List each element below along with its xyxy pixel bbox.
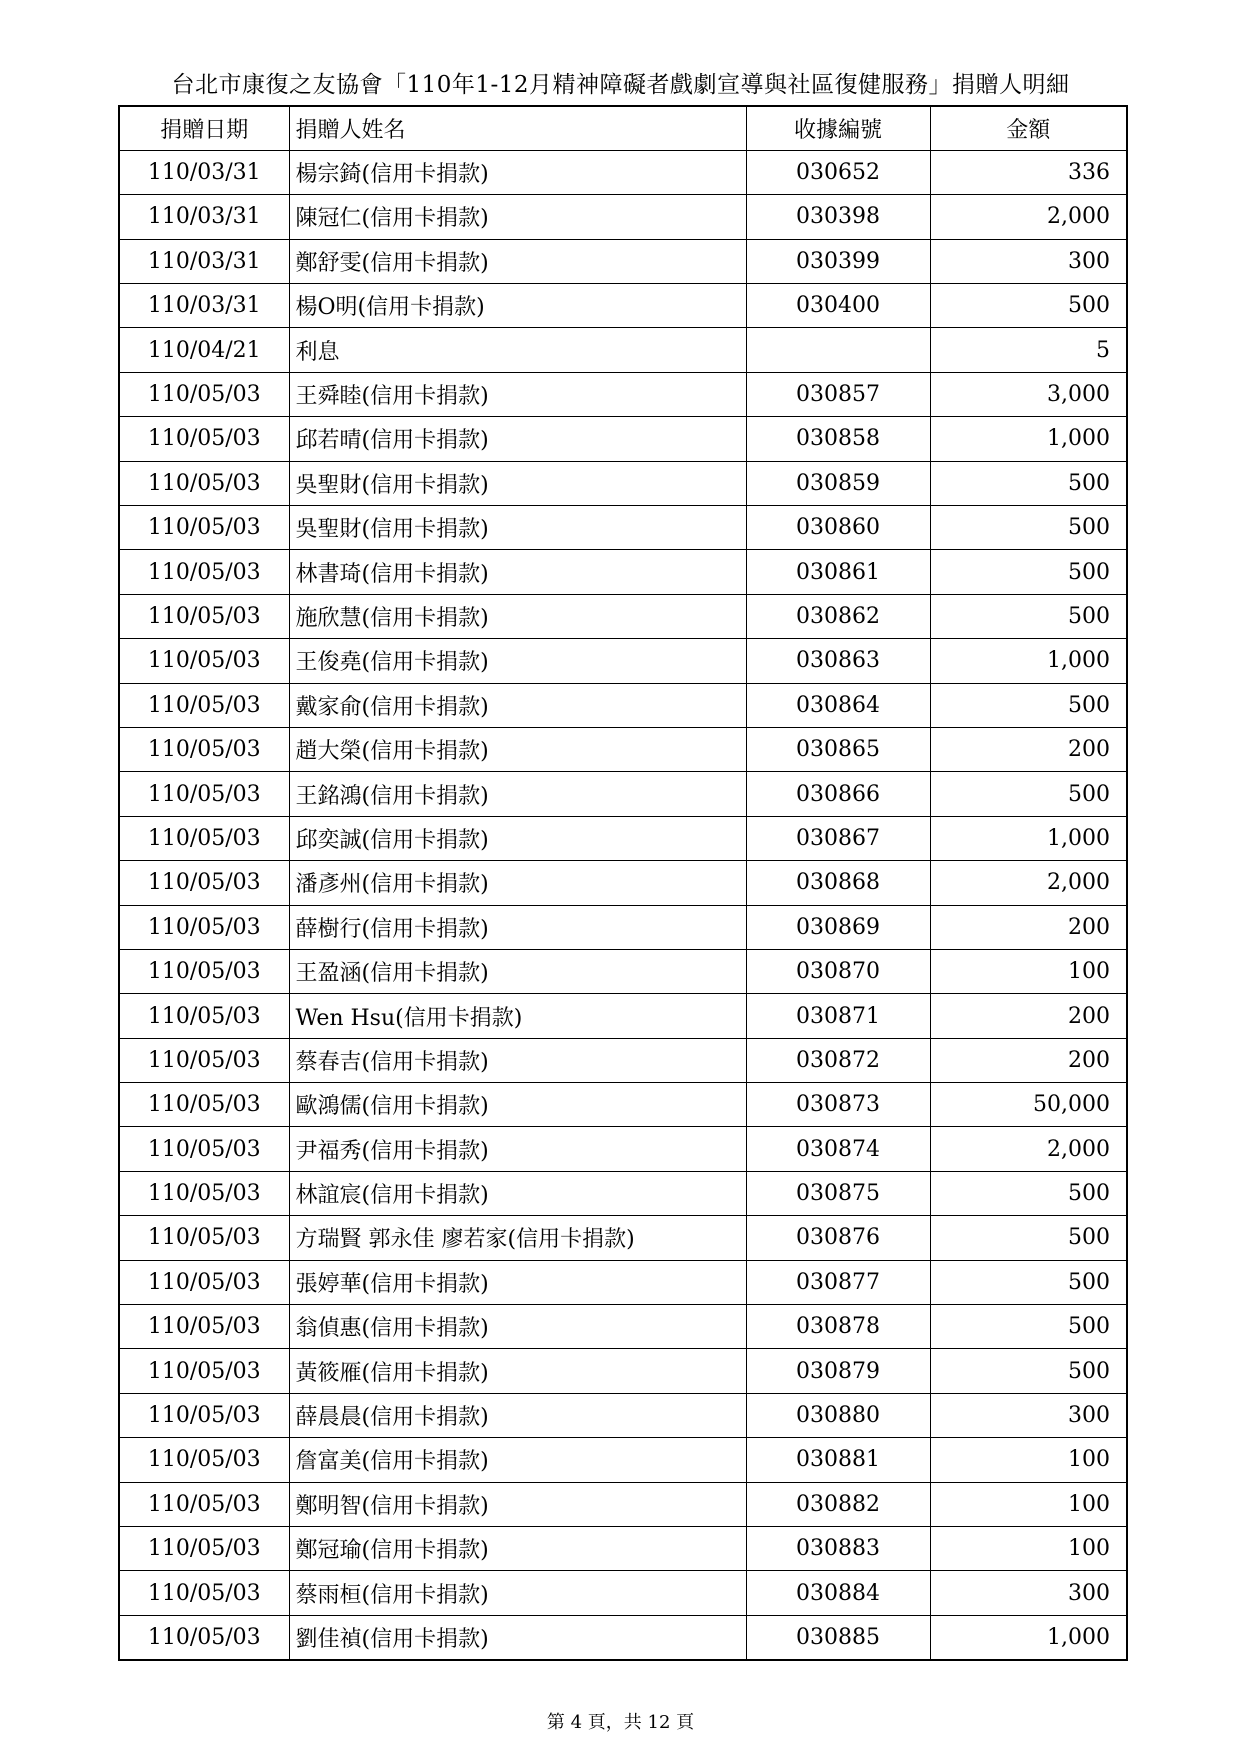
cell-date: 110/05/03: [119, 1260, 289, 1304]
cell-donor-name: 詹富美(信用卡捐款): [289, 1438, 746, 1482]
table-row: [119, 461, 1127, 505]
cell-receipt-number: 030857: [746, 372, 930, 416]
cell-donor-name: 施欣慧(信用卡捐款): [289, 594, 746, 638]
cell-receipt-number: 030864: [746, 683, 930, 727]
cell-receipt-number: 030398: [746, 195, 930, 239]
cell-date: 110/05/03: [119, 1171, 289, 1215]
cell-amount: 500: [930, 1305, 1127, 1349]
cell-amount: 50,000: [930, 1083, 1127, 1127]
cell-date: 110/04/21: [119, 328, 289, 372]
table-row: [119, 639, 1127, 683]
cell-donor-name: 蔡春吉(信用卡捐款): [289, 1038, 746, 1082]
header-receipt: 收據編號: [746, 106, 930, 150]
cell-amount: 500: [930, 1216, 1127, 1260]
cell-date: 110/05/03: [119, 372, 289, 416]
cell-donor-name: 楊O明(信用卡捐款): [289, 284, 746, 328]
cell-date: 110/05/03: [119, 506, 289, 550]
cell-donor-name: 潘彥州(信用卡捐款): [289, 861, 746, 905]
cell-amount: 200: [930, 905, 1127, 949]
cell-amount: 100: [930, 1527, 1127, 1571]
table-row: [119, 1482, 1127, 1526]
cell-amount: 500: [930, 1171, 1127, 1215]
cell-amount: 500: [930, 772, 1127, 816]
table-row: [119, 1349, 1127, 1393]
table-row: [119, 1216, 1127, 1260]
cell-date: 110/05/03: [119, 861, 289, 905]
cell-date: 110/05/03: [119, 1083, 289, 1127]
table-header-row: [119, 106, 1127, 150]
cell-donor-name: 方瑞賢 郭永佳 廖若家(信用卡捐款): [289, 1216, 746, 1260]
cell-donor-name: 趙大榮(信用卡捐款): [289, 727, 746, 771]
cell-date: 110/05/03: [119, 550, 289, 594]
cell-amount: 1,000: [930, 816, 1127, 860]
cell-donor-name: 鄭冠瑜(信用卡捐款): [289, 1527, 746, 1571]
table-row: [119, 1438, 1127, 1482]
cell-donor-name: 吳聖財(信用卡捐款): [289, 506, 746, 550]
table-row: [119, 772, 1127, 816]
table-row: [119, 195, 1127, 239]
cell-donor-name: 楊宗錡(信用卡捐款): [289, 150, 746, 194]
cell-donor-name: 林書琦(信用卡捐款): [289, 550, 746, 594]
cell-amount: 2,000: [930, 861, 1127, 905]
cell-amount: 300: [930, 1571, 1127, 1615]
cell-receipt-number: 030866: [746, 772, 930, 816]
cell-amount: 100: [930, 1482, 1127, 1526]
table-row: [119, 417, 1127, 461]
table-row: [119, 1571, 1127, 1615]
cell-receipt-number: 030399: [746, 239, 930, 283]
cell-amount: 500: [930, 284, 1127, 328]
cell-amount: 1,000: [930, 639, 1127, 683]
cell-amount: 200: [930, 1038, 1127, 1082]
cell-receipt-number: 030861: [746, 550, 930, 594]
cell-amount: 200: [930, 994, 1127, 1038]
table-row: [119, 1305, 1127, 1349]
cell-receipt-number: 030885: [746, 1615, 930, 1659]
cell-donor-name: 薛樹行(信用卡捐款): [289, 905, 746, 949]
cell-date: 110/05/03: [119, 727, 289, 771]
table-row: [119, 1083, 1127, 1127]
cell-date: 110/05/03: [119, 772, 289, 816]
table-row: [119, 683, 1127, 727]
cell-amount: 100: [930, 949, 1127, 993]
table-row: [119, 594, 1127, 638]
cell-receipt-number: 030871: [746, 994, 930, 1038]
table-row: [119, 727, 1127, 771]
cell-donor-name: 翁偵惠(信用卡捐款): [289, 1305, 746, 1349]
cell-donor-name: 劉佳禎(信用卡捐款): [289, 1615, 746, 1659]
cell-receipt-number: 030877: [746, 1260, 930, 1304]
cell-date: 110/05/03: [119, 816, 289, 860]
cell-donor-name: 吳聖財(信用卡捐款): [289, 461, 746, 505]
table-row: [119, 994, 1127, 1038]
table-row: [119, 1393, 1127, 1437]
cell-receipt-number: 030873: [746, 1083, 930, 1127]
cell-receipt-number: 030880: [746, 1393, 930, 1437]
cell-receipt-number: 030865: [746, 727, 930, 771]
cell-date: 110/03/31: [119, 195, 289, 239]
cell-amount: 500: [930, 550, 1127, 594]
cell-date: 110/05/03: [119, 1438, 289, 1482]
cell-receipt-number: 030884: [746, 1571, 930, 1615]
cell-receipt-number: 030869: [746, 905, 930, 949]
header-name: 捐贈人姓名: [289, 106, 746, 150]
cell-donor-name: 歐鴻儒(信用卡捐款): [289, 1083, 746, 1127]
cell-amount: 2,000: [930, 195, 1127, 239]
table-row: [119, 816, 1127, 860]
cell-receipt-number: 030870: [746, 949, 930, 993]
cell-donor-name: 鄭舒雯(信用卡捐款): [289, 239, 746, 283]
cell-date: 110/05/03: [119, 1571, 289, 1615]
cell-receipt-number: 030883: [746, 1527, 930, 1571]
table-row: [119, 239, 1127, 283]
cell-donor-name: 邱若晴(信用卡捐款): [289, 417, 746, 461]
cell-date: 110/05/03: [119, 1393, 289, 1437]
table-row: [119, 372, 1127, 416]
cell-receipt-number: 030858: [746, 417, 930, 461]
table-row: [119, 905, 1127, 949]
cell-date: 110/05/03: [119, 1127, 289, 1171]
cell-receipt-number: 030874: [746, 1127, 930, 1171]
header-amount: 金額: [930, 106, 1127, 150]
cell-date: 110/05/03: [119, 1527, 289, 1571]
table-row: [119, 861, 1127, 905]
cell-date: 110/03/31: [119, 284, 289, 328]
cell-date: 110/05/03: [119, 1482, 289, 1526]
cell-amount: 1,000: [930, 417, 1127, 461]
table-row: [119, 150, 1127, 194]
cell-receipt-number: 030867: [746, 816, 930, 860]
table-row: [119, 284, 1127, 328]
page-footer: 第 4 頁，共 12 頁: [546, 1712, 695, 1733]
cell-donor-name: 尹福秀(信用卡捐款): [289, 1127, 746, 1171]
cell-receipt-number: [746, 328, 930, 372]
cell-amount: 500: [930, 1260, 1127, 1304]
table-row: [119, 328, 1127, 372]
table-body: [119, 150, 1127, 1659]
table-row: [119, 1260, 1127, 1304]
cell-receipt-number: 030882: [746, 1482, 930, 1526]
cell-amount: 3,000: [930, 372, 1127, 416]
cell-receipt-number: 030879: [746, 1349, 930, 1393]
table-row: [119, 1171, 1127, 1215]
cell-receipt-number: 030863: [746, 639, 930, 683]
cell-receipt-number: 030878: [746, 1305, 930, 1349]
cell-date: 110/05/03: [119, 1615, 289, 1659]
donor-table: [118, 105, 1128, 1661]
cell-donor-name: 蔡雨桓(信用卡捐款): [289, 1571, 746, 1615]
cell-date: 110/05/03: [119, 461, 289, 505]
cell-receipt-number: 030862: [746, 594, 930, 638]
cell-date: 110/05/03: [119, 683, 289, 727]
table-row: [119, 550, 1127, 594]
cell-donor-name: 薛晨晨(信用卡捐款): [289, 1393, 746, 1437]
cell-amount: 5: [930, 328, 1127, 372]
cell-donor-name: Wen Hsu(信用卡捐款): [289, 994, 746, 1038]
cell-date: 110/05/03: [119, 1038, 289, 1082]
cell-amount: 500: [930, 683, 1127, 727]
cell-date: 110/05/03: [119, 639, 289, 683]
cell-amount: 300: [930, 239, 1127, 283]
cell-amount: 100: [930, 1438, 1127, 1482]
cell-receipt-number: 030860: [746, 506, 930, 550]
cell-donor-name: 王舜睦(信用卡捐款): [289, 372, 746, 416]
cell-donor-name: 林誼宸(信用卡捐款): [289, 1171, 746, 1215]
cell-donor-name: 王銘鴻(信用卡捐款): [289, 772, 746, 816]
cell-amount: 300: [930, 1393, 1127, 1437]
cell-amount: 500: [930, 506, 1127, 550]
document-title: 台北市康復之友協會「110年1-12月精神障礙者戲劇宣導與社區復健服務」捐贈人明細: [171, 72, 1070, 98]
cell-receipt-number: 030876: [746, 1216, 930, 1260]
cell-donor-name: 陳冠仁(信用卡捐款): [289, 195, 746, 239]
cell-date: 110/05/03: [119, 1216, 289, 1260]
header-date: 捐贈日期: [119, 106, 289, 150]
cell-date: 110/05/03: [119, 905, 289, 949]
cell-date: 110/05/03: [119, 994, 289, 1038]
cell-donor-name: 鄭明智(信用卡捐款): [289, 1482, 746, 1526]
cell-donor-name: 戴家俞(信用卡捐款): [289, 683, 746, 727]
cell-donor-name: 張婷華(信用卡捐款): [289, 1260, 746, 1304]
table-row: [119, 506, 1127, 550]
cell-amount: 200: [930, 727, 1127, 771]
cell-amount: 500: [930, 594, 1127, 638]
cell-amount: 336: [930, 150, 1127, 194]
cell-donor-name: 黃筱雁(信用卡捐款): [289, 1349, 746, 1393]
cell-receipt-number: 030859: [746, 461, 930, 505]
cell-receipt-number: 030875: [746, 1171, 930, 1215]
cell-date: 110/05/03: [119, 949, 289, 993]
cell-amount: 2,000: [930, 1127, 1127, 1171]
cell-receipt-number: 030881: [746, 1438, 930, 1482]
cell-date: 110/03/31: [119, 150, 289, 194]
table-row: [119, 949, 1127, 993]
cell-date: 110/05/03: [119, 594, 289, 638]
cell-date: 110/05/03: [119, 1349, 289, 1393]
table-row: [119, 1615, 1127, 1659]
cell-receipt-number: 030400: [746, 284, 930, 328]
cell-donor-name: 利息: [289, 328, 746, 372]
cell-donor-name: 王盈涵(信用卡捐款): [289, 949, 746, 993]
table-row: [119, 1127, 1127, 1171]
cell-receipt-number: 030872: [746, 1038, 930, 1082]
cell-date: 110/03/31: [119, 239, 289, 283]
cell-receipt-number: 030652: [746, 150, 930, 194]
cell-date: 110/05/03: [119, 1305, 289, 1349]
table-row: [119, 1038, 1127, 1082]
cell-donor-name: 王俊堯(信用卡捐款): [289, 639, 746, 683]
cell-date: 110/05/03: [119, 417, 289, 461]
cell-amount: 500: [930, 461, 1127, 505]
cell-receipt-number: 030868: [746, 861, 930, 905]
cell-amount: 500: [930, 1349, 1127, 1393]
cell-donor-name: 邱奕誠(信用卡捐款): [289, 816, 746, 860]
cell-amount: 1,000: [930, 1615, 1127, 1659]
table-row: [119, 1527, 1127, 1571]
